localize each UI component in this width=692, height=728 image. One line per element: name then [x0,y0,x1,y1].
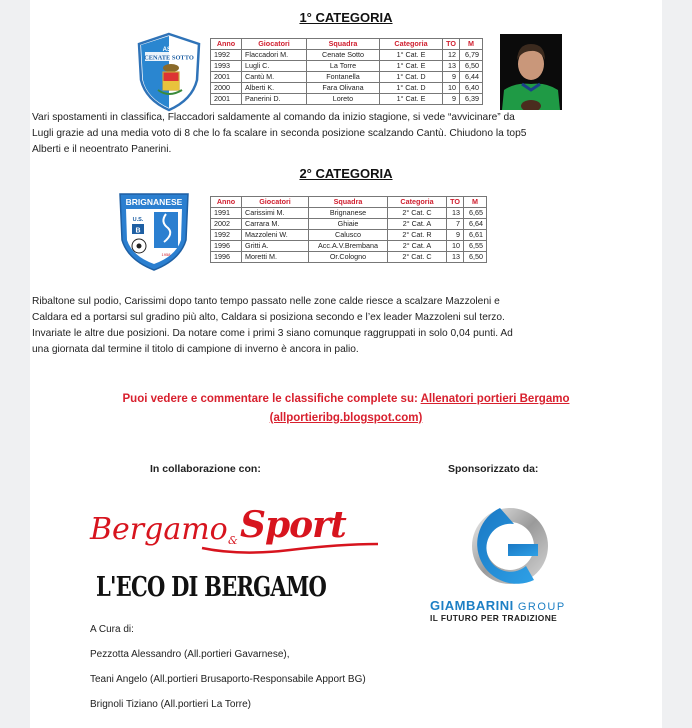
cell-m: 6,44 [460,72,483,83]
cell-anno: 2002 [211,219,242,230]
cell-anno: 1991 [211,208,242,219]
promo-block [30,390,662,428]
table-header-row [211,197,487,208]
table-row [211,61,483,72]
blog-url-link[interactable]: (allportieribg.blogspot.com) [269,412,423,424]
cell-to: 13 [447,208,464,219]
col-header-anno: Anno [211,197,242,208]
cell-m: 6,65 [464,208,487,219]
category2-commentary [32,294,632,358]
cell-to: 10 [447,241,464,252]
cell-m: 6,64 [464,219,487,230]
category1-title: 1° CATEGORIA [299,10,393,25]
cell-giocatore: Gritti A. [242,241,309,252]
col-header-m: M [460,39,483,50]
collaboration-label: In collaborazione con: [150,463,261,475]
credits-heading: A Cura di: [90,624,134,635]
cell-to: 7 [447,219,464,230]
col-header-squadra: Squadra [307,39,380,50]
credit-line: Pezzotta Alessandro (All.portieri Gavarnese), [90,649,290,660]
cell-to: 13 [443,61,460,72]
cell-anno: 1992 [211,50,242,61]
cell-to: 12 [443,50,460,61]
table-row [211,219,487,230]
cell-categoria: 1° Cat. E [380,50,443,61]
col-header-to: TO [447,197,464,208]
cell-giocatore: Cantù M. [242,72,307,83]
table-header-row [211,39,483,50]
cell-squadra: Brignanese [309,208,388,219]
logo-word-bergamo: Bergamo [90,512,228,547]
col-header-to: TO [443,39,460,50]
cell-squadra: Loreto [307,94,380,105]
cell-categoria: 2° Cat. A [388,241,447,252]
eco-di-bergamo-logo: L'ECO DI BERGAMO [96,572,327,603]
text-line: una giornata dal termine il titolo di campione di inverno è ancora in palio. [32,344,359,355]
giambarini-name [430,598,566,613]
text-line: Caldara ed a portarsi sul gradino più alto, Caldara si posiziona secondo e l’ex leader Mazzoleni sul terzo. [32,312,505,323]
cell-to: 9 [447,230,464,241]
cell-squadra: Fontanella [307,72,380,83]
logo-sub-text: U.S. [132,217,144,223]
sponsor-name: GIAMBARINI [430,598,514,613]
cell-m: 6,39 [460,94,483,105]
category2-table [210,196,487,263]
cell-m: 6,50 [464,252,487,263]
credit-line: Brignoli Tiziano (All.portieri La Torre) [90,699,251,710]
cell-giocatore: Moretti M. [242,252,309,263]
cell-giocatore: Alberti K. [242,83,307,94]
cell-giocatore: Carissimi M. [242,208,309,219]
text-line: Ribaltone sul podio, Carissimi dopo tanto tempo passato nelle zone calde riesce a scalzare Mazzoleni e [32,296,500,307]
cell-squadra: Cenate Sotto [307,50,380,61]
player-photo [500,34,562,110]
cell-anno: 2000 [211,83,242,94]
cell-giocatore: Mazzoleni W. [242,230,309,241]
col-header-squadra: Squadra [309,197,388,208]
credit-line: Teani Angelo (All.portieri Brusaporto-Responsabile Apport BG) [90,674,366,685]
cell-to: 9 [443,72,460,83]
cell-categoria: 2° Cat. C [388,252,447,263]
swoosh-icon [200,542,380,556]
promo-line [30,390,662,409]
cell-anno: 1996 [211,241,242,252]
text-line: Invariate le altre due posizioni. Da notare come i primi 3 siano comunque raggruppati in solo 0,04 punti. Ad [32,328,513,339]
cell-giocatore: Lugli C. [242,61,307,72]
cell-categoria: 2° Cat. C [388,208,447,219]
table-row [211,230,487,241]
cell-giocatore: Flaccadori M. [242,50,307,61]
logo-letter: B [135,227,141,235]
table-row [211,50,483,61]
table-row [211,72,483,83]
cell-categoria: 2° Cat. R [388,230,447,241]
table-row [211,83,483,94]
logo-ampersand: & [228,534,238,547]
logo-text: CENATE SOTTO [144,54,194,62]
cell-squadra: Or.Cologno [309,252,388,263]
col-header-categoria: Categoria [388,197,447,208]
cell-squadra: La Torre [307,61,380,72]
category1-commentary [32,110,632,158]
cell-anno: 2001 [211,94,242,105]
logo-text: BRIGNANESE [125,197,183,207]
cell-m: 6,55 [464,241,487,252]
category1-table [210,38,483,105]
cell-anno: 1993 [211,61,242,72]
bergamo-sport-logo [90,506,400,556]
cell-categoria: 1° Cat. E [380,61,443,72]
document-page [30,0,662,728]
col-header-giocatori: Giocatori [242,197,309,208]
cell-to: 10 [443,83,460,94]
cell-m: 6,79 [460,50,483,61]
cell-m: 6,40 [460,83,483,94]
text-line: Lugli grazie ad una media voto di 8 che lo fa scalare in seconda posizione scalzando Cantù. Chiudono la top5 [32,128,527,139]
table-row [211,252,487,263]
text-line: Alberti e il neoentrato Panerini. [32,144,172,155]
cell-giocatore: Panerini D. [242,94,307,105]
giambarini-tagline: IL FUTURO PER TRADIZIONE [430,613,558,623]
table-row [211,208,487,219]
col-header-m: M [464,197,487,208]
table-row [211,241,487,252]
cell-categoria: 1° Cat. E [380,94,443,105]
cenate-sotto-logo [136,32,202,112]
blog-link[interactable]: Allenatori portieri Bergamo [420,393,570,405]
cell-to: 13 [447,252,464,263]
cell-squadra: Acc.A.V.Brembana [309,241,388,252]
promo-text: Puoi vedere e commentare le classifiche complete su: [122,393,421,405]
cell-anno: 1992 [211,230,242,241]
brignanese-logo [118,192,190,272]
cell-to: 9 [443,94,460,105]
cell-categoria: 2° Cat. A [388,219,447,230]
category2-title: 2° CATEGORIA [299,166,393,181]
sponsor-label: Sponsorizzato da: [448,463,539,475]
cell-categoria: 1° Cat. D [380,72,443,83]
col-header-giocatori: Giocatori [242,39,307,50]
cell-m: 6,61 [464,230,487,241]
giambarini-logo-icon [454,500,554,594]
cell-categoria: 1° Cat. D [380,83,443,94]
col-header-categoria: Categoria [380,39,443,50]
cell-squadra: Ghiaie [309,219,388,230]
logo-word-sport: Sport [240,504,346,546]
table-row [211,94,483,105]
col-header-anno: Anno [211,39,242,50]
cell-giocatore: Carrara M. [242,219,309,230]
cell-anno: 1996 [211,252,242,263]
cell-anno: 2001 [211,72,242,83]
cell-squadra: Calusco [309,230,388,241]
credits-block [90,624,366,724]
cell-squadra: Fara Olivana [307,83,380,94]
sponsor-name-group: GROUP [517,601,566,613]
svg-text:1958: 1958 [161,252,171,257]
logo-top-text: ASD [162,47,176,53]
text-line: Vari spostamenti in classifica, Flaccadori saldamente al comando da inizio stagione, si vede “avvicinare” da [32,112,515,123]
cell-m: 6,50 [460,61,483,72]
